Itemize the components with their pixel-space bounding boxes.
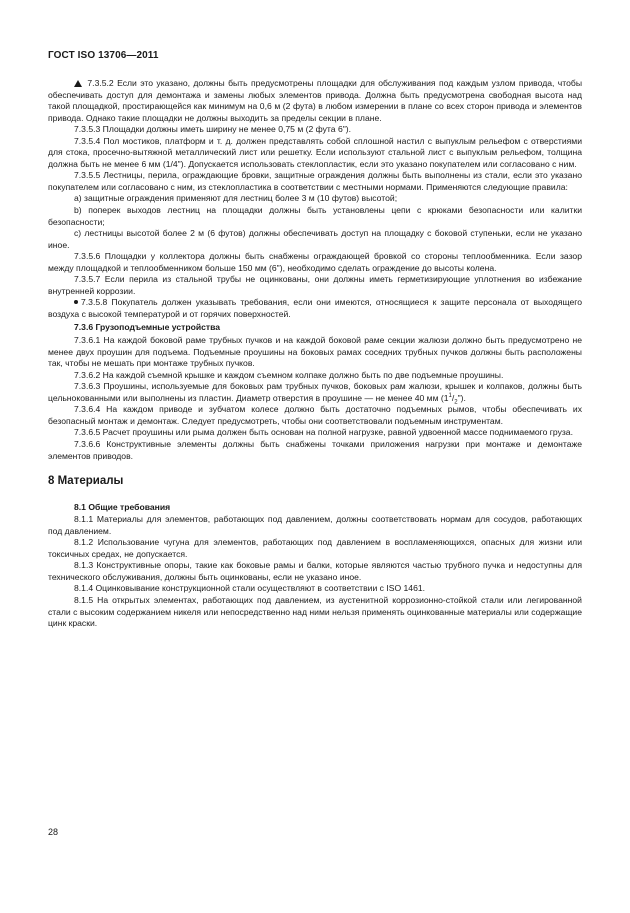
bullet-dot-icon [74,300,78,304]
paragraph-7-3-5-2: 7.3.5.2 Если это указано, должны быть предусмотрены площадки для обслуживания под каждым узлом привода, чтобы обеспечивать доступ для демонтажа и замены любых элементов привода. Должна быть предусмотрена свободная высота над такой площадкой, простирающейся как минимум на 0,6 м (2 фута) в любом измерении в плане со всех сторон привода и элементов привода. Однако такие площадки не должны выходить за пределы секции в плане. [48,78,582,123]
paragraph-8-1-4: 8.1.4 Оцинковывание конструкционной стали осуществляют в соответствии с ISO 1461. [74,583,426,594]
paragraph-7-3-6-4: 7.3.6.4 На каждом приводе и зубчатом колесе должно быть достаточно подъемных рымов, чтобы обеспечивать их безопасный монтаж и демонтаж. Следует предусмотреть, чтобы они соответствовали подъемным инструментам. [48,404,582,426]
paragraph-7-3-5-7: 7.3.5.7 Если перила из стальной трубы не оцинкованы, они должны иметь герметизирующие уплотнения во избежание внутренней коррозии. [48,274,582,296]
paragraph-7-3-5-4: 7.3.5.4 Пол мостиков, платформ и т. д. должен представлять собой сплошной настил с выпуклым рельефом с отверстиями для стока, просечно-вытяжной металлический лист или решетку. Если используют стальной лист с выпуклым рельефом, толщина должна быть не менее 6 мм (1/4"). Допускается использовать стеклопластик, если это указано покупателем или согласовано с ним. [48,135,582,169]
filled-triangle-icon [74,80,82,87]
document-header: ГОСТ ISO 13706—2011 [48,50,159,61]
heading-8-1: 8.1 Общие требования [74,501,171,512]
paragraph-7-3-5-3: 7.3.5.3 Площадки должны иметь ширину не менее 0,75 м (2 фута 6"). [74,124,352,135]
section-heading-8: 8 Материалы [48,475,124,488]
paragraph-8-1-5: 8.1.5 На открытых элементах, работающих под давлением, из аустенитной коррозионно-стойкой стали или легированной стали с высоким содержанием никеля или непосредственно над ними нельзя применять оцинкованные материалы или содержащие цинк краски. [48,594,582,629]
paragraph-8-1-2: 8.1.2 Использование чугуна для элементов, работающих под давлением в воспламеняющихся, опасных для жизни или токсичных средах, не допускается. [48,537,582,559]
list-item-c: c) лестницы высотой более 2 м (6 футов) должны обеспечивать доступ на площадку с боковой ступеньки, если не указано иное. [48,228,582,250]
list-item-b: b) поперек выходов лестниц на площадки должны быть установлены цепи с крюками безопасности или калитки безопасности; [48,205,582,227]
paragraph-7-3-5-8: 7.3.5.8 Покупатель должен указывать требования, если они имеются, относящиеся к защите персонала от выходящего воздуха с высокой температурой и от горячих поверхностей. [48,297,582,319]
paragraph-7-3-5-5: 7.3.5.5 Лестницы, перила, ограждающие бровки, защитные ограждения должны быть выполнены из стали, если это указано покупателем или согласовано с ним, из стеклопластика в соответствии с местными нормами. Применяются следующие правила: [48,170,582,192]
paragraph-7-3-5-6: 7.3.5.6 Площадки у коллектора должны быть снабжены ограждающей бровкой со стороны теплообменника. Если зазор между площадкой и теплообменником больше 150 мм (6"), необходимо сделать ограждение до высоты колена. [48,251,582,273]
page-number: 28 [48,827,59,837]
list-item-a: a) защитные ограждения применяют для лестниц более 3 м (10 футов) высотой; [74,193,398,204]
paragraph-7-3-6-6: 7.3.6.6 Конструктивные элементы должны быть снабжены точками приложения нагрузки при монтаже и демонтаже элементов приводов. [48,438,582,461]
paragraph-8-1-3: 8.1.3 Конструктивные опоры, такие как боковые рамы и балки, которые являются частью трубного пучка и недоступны для технического обслуживания, должны быть оцинкованы, если не указано иное. [48,560,582,582]
paragraph-7-3-6-3: 7.3.6.3 Проушины, используемые для боковых рам трубных пучков, боковых рам жалюзи, крышек и колпаков, должны быть цельнокованными или выполнены из пластин. Диаметр отверстия в проушине — не менее 40 мм $(1^1/_2")$. [48,381,582,406]
paragraph-7-3-6-2: 7.3.6.2 На каждой съемной крышке и каждом съемном колпаке должно быть по две подъемные проушины. [74,369,504,380]
heading-7-3-6: 7.3.6 Грузоподъемные устройства [74,322,221,333]
paragraph-8-1-1: 8.1.1 Материалы для элементов, работающих под давлением, должны соответствовать нормам для сосудов, работающих под давлением. [48,514,582,536]
paragraph-7-3-6-5: 7.3.6.5 Расчет проушины или рыма должен быть основан на полной нагрузке, равной удвоенной массе поднимаемого груза. [74,427,573,438]
paragraph-7-3-6-1: 7.3.6.1 На каждой боковой раме трубных пучков и на каждой боковой раме секции жалюзи должно быть предусмотрено не менее двух проушин для подъема. Подъемные проушины на боковых рамах соседних трубных пучков должны быть расположены так, чтобы не мешать при монтаже трубных пучков. [48,335,582,369]
document-body [48,78,582,630]
